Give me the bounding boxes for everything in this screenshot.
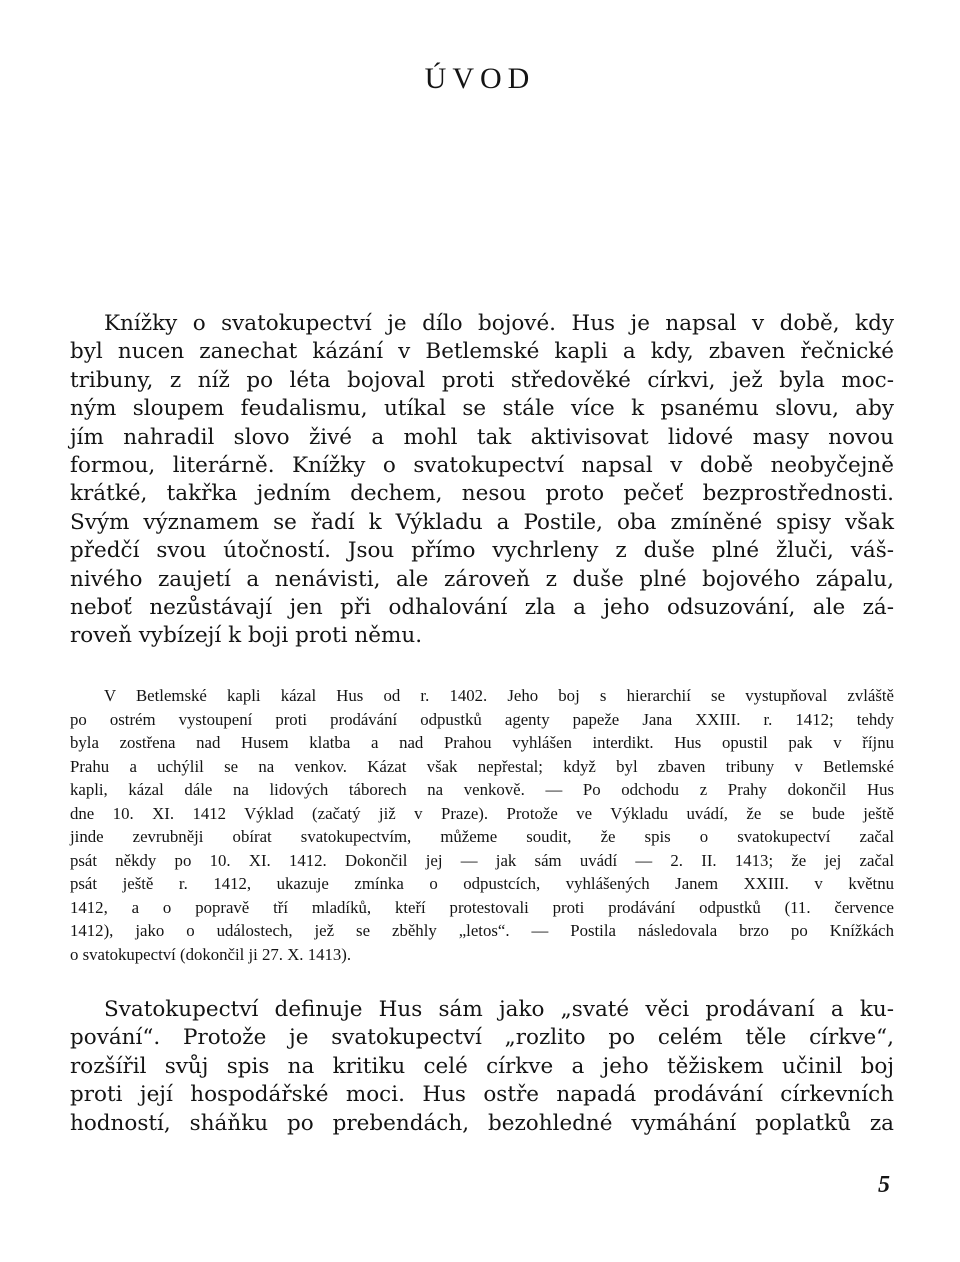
footnote-line: Prahu a uchýlil se na venkov. Kázat však nepřestal; když byl zbaven tribuny v Betlemské [70, 756, 894, 776]
footnote-line: psát někdy po 10. XI. 1412. Dokončil jej — jak sám uvádí — 2. II. 1413; že jej začal [70, 850, 894, 870]
footnote-line: 1412, a o popravě tří mladíků, kteří protestovali proti prodávání odpustků (11. července [70, 897, 894, 917]
text-line: Svatokupectví definuje Hus sám jako „svaté věci prodávaní a ku- [104, 997, 894, 1022]
text-line: Svým významem se řadí k Výkladu a Postile, oba zmíněné spisy však [70, 509, 894, 535]
chapter-title: ÚVOD [424, 62, 536, 95]
footnote-line: psát ještě r. 1412, ukazuje zmínka o odpustcích, vyhlášených Janem XXIII. v květnu [70, 874, 894, 893]
footnote-line: dne 10. XI. 1412 Výklad (začatý již v Praze). Protože ve Výkladu uvádí, že se bude ještě [70, 803, 894, 823]
text-line: krátké, takřka jedním dechem, nesou proto pečeť bezprostřednosti. [70, 481, 894, 507]
footnote-line: 1412), jako o událostech, jež se zběhly „letos“. — Postila následovala brzo po Knížkách [70, 921, 894, 940]
text-line: tribuny, z níž po léta bojoval proti středověké církvi, jež byla moc- [70, 367, 894, 393]
footnote [70, 684, 894, 966]
text-line: ným sloupem feudalismu, utíkal se stále více k psanému slovu, aby [70, 396, 894, 422]
text-line: byl nucen zanechat kázání v Betlemské kapli a kdy, zbaven řečnické [70, 339, 894, 365]
text-line: předčí svou útočností. Jsou přímo vychrleny z duše plné žluči, váš- [70, 538, 894, 564]
text-line: proti její hospodářské moci. Hus ostře napadá prodávání církevních [70, 1082, 894, 1108]
footnote-line: po ostrém vystoupení proti prodávání odpustků agenty papeže Jana XXIII. r. 1412; tehdy [70, 709, 894, 729]
paragraph-2 [70, 996, 894, 1138]
paragraph-1 [70, 310, 894, 651]
footnote-line: V Betlemské kapli kázal Hus od r. 1402. Jeho boj s hierarchií se vystupňoval zvláště [104, 686, 894, 705]
text-line: neboť nezůstávají jen při odhalování zla a jeho odsuzování, ale zá- [70, 595, 894, 621]
text-line: nivého zaujetí a nenávisti, ale zároveň z duše plné bojového zápalu, [70, 566, 894, 592]
text-line: roveň vybízejí k boji proti němu. [70, 623, 423, 649]
text-line: formou, literárně. Knížky o svatokupectví napsal v době neobyčejně [70, 453, 894, 479]
text-line: pování“. Protože je svatokupectví „rozlito po celém těle církve“, [70, 1025, 894, 1051]
footnote-line: byla zostřena nad Husem klatba a nad Prahou vyhlášen interdikt. Hus opustil pak v říjnu [70, 733, 894, 752]
text-line: Knížky o svatokupectví je dílo bojové. Hus je napsal v době, kdy [104, 311, 894, 336]
page-number: 5 [878, 1172, 890, 1198]
footnote-line: o svatokupectví (dokončil ji 27. X. 1413). [70, 944, 352, 964]
footnote-line: jinde zevrubněji obírat svatokupectvím, můžeme soudit, že spis o svatokupectví začal [70, 827, 894, 846]
text-line: rozšířil svůj spis na kritiku celé církve a jeho těžiskem učinil boj [70, 1053, 894, 1079]
text-line: jím nahradil slovo živé a mohl tak aktivisovat lidové masy novou [70, 424, 894, 450]
footnote-line: kapli, kázal dále na lidových táborech na venkově. — Po odchodu z Prahy dokončil Hus [70, 780, 894, 799]
text-line: hodností, sháňku po prebendách, bezohledné vymáhání poplatků za [70, 1110, 894, 1136]
